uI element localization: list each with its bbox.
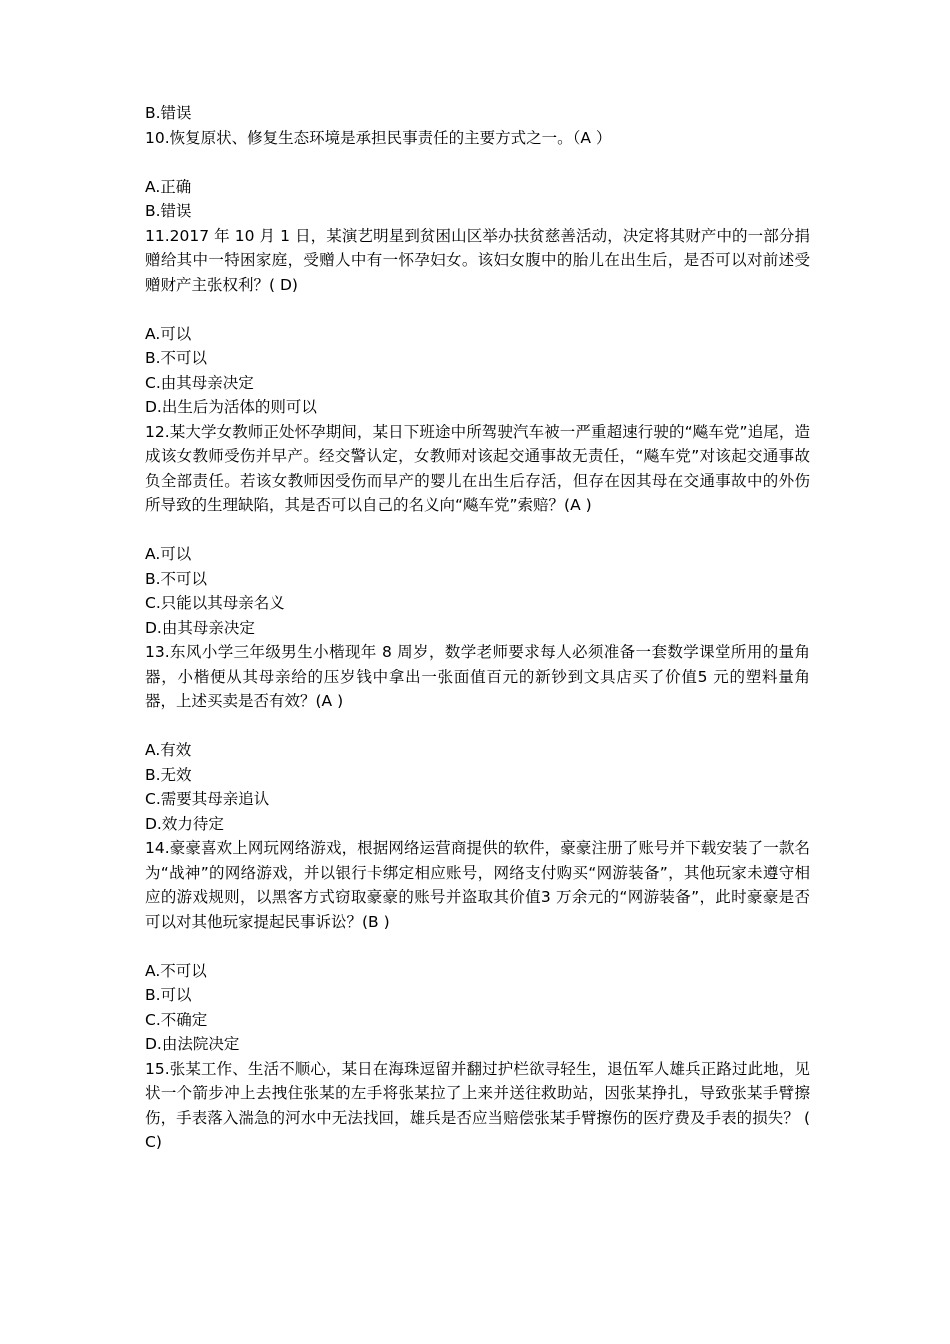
option: A.正确 [145,177,192,196]
question-11 [145,224,810,420]
option: C.不确定 [145,1010,208,1029]
document-body [145,101,810,1155]
blank-line [145,714,810,739]
blank-line [145,297,810,322]
option: B.可以 [145,986,192,1004]
blank-line [145,150,810,175]
question-text: 12.某大学女教师正处怀孕期间，某日下班途中所驾驶汽车被一严重超速行驶的“飚车党”追尾，造成该女教师受伤并早产。经交警认定，女教师对该起交通事故无责任，“飚车党”对该起交通事故负全部责任。若该女教师因受伤而早产的婴儿在出生后存活，但存在因其母在交通事故中的外伤所导致的生理缺陷，其是否可以自己的名义向“飚车党”索赔？(A ) [145,422,810,514]
question-10 [145,126,810,224]
option: B.无效 [145,765,192,784]
question-text: 15.张某工作、生活不顺心，某日在海珠逗留并翻过护栏欲寻轻生，退伍军人雄兵正路过此地，见状一个箭步冲上去拽住张某的左手将张某拉了上来并送往救助站，因张某挣扎，导致张某手臂擦伤，手表落入湍急的河水中无法找回，雄兵是否应当赔偿张某手臂擦伤的医疗费及手表的损失？ ( C) [145,1059,810,1151]
question-text: 10.恢复原状、修复生态环境是承担民事责任的主要方式之一。（A ） [145,128,612,147]
question-text: 14.豪豪喜欢上网玩网络游戏，根据网络运营商提供的软件，豪豪注册了账号并下载安装了一款名为“战神”的网络游戏，并以银行卡绑定相应账号，网络支付购买“网游装备”，其他玩家未遵守相应的游戏规则，以黑客方式窃取豪豪的账号并盗取其价值3 万余元的“网游装备”，此时豪豪是否可以对其他玩家提起民事诉讼？(B ) [145,839,810,931]
option: D.出生后为活体的则可以 [145,398,317,416]
option: A.可以 [145,324,192,343]
option: A.不可以 [145,961,207,980]
question-text: 11.2017 年 10 月 1 日，某演艺明星到贫困山区举办扶贫慈善活动，决定将其财产中的一部分捐赠给其中一特困家庭，受赠人中有一怀孕妇女。该妇女腹中的胎儿在出生后，是否可以对前述受赠财产主张权利？( D) [145,226,810,294]
blank-line [145,934,810,959]
question-15 [145,1057,810,1155]
question-14 [145,836,810,1057]
option: B.不可以 [145,349,208,367]
option: A.有效 [145,741,192,759]
option: C.需要其母亲追认 [145,790,270,808]
option: C.由其母亲决定 [145,373,254,392]
leading-option: B.错误 [145,104,192,122]
question-12 [145,420,810,641]
question-13 [145,640,810,836]
option: D.效力待定 [145,814,224,833]
option: D.由法院决定 [145,1035,240,1053]
option: B.不可以 [145,569,208,588]
option: C.只能以其母亲名义 [145,594,285,612]
blank-line [145,518,810,543]
option: D.由其母亲决定 [145,618,255,637]
option: B.错误 [145,202,192,220]
option: A.可以 [145,545,192,563]
question-text: 13.东风小学三年级男生小楷现年 8 周岁，数学老师要求每人必须准备一套数学课堂所用的量角器，小楷便从其母亲给的压岁钱中拿出一张面值百元的新钞到文具店买了价值5 元的塑料量角器，上述买卖是否有效？(A ) [145,643,810,710]
